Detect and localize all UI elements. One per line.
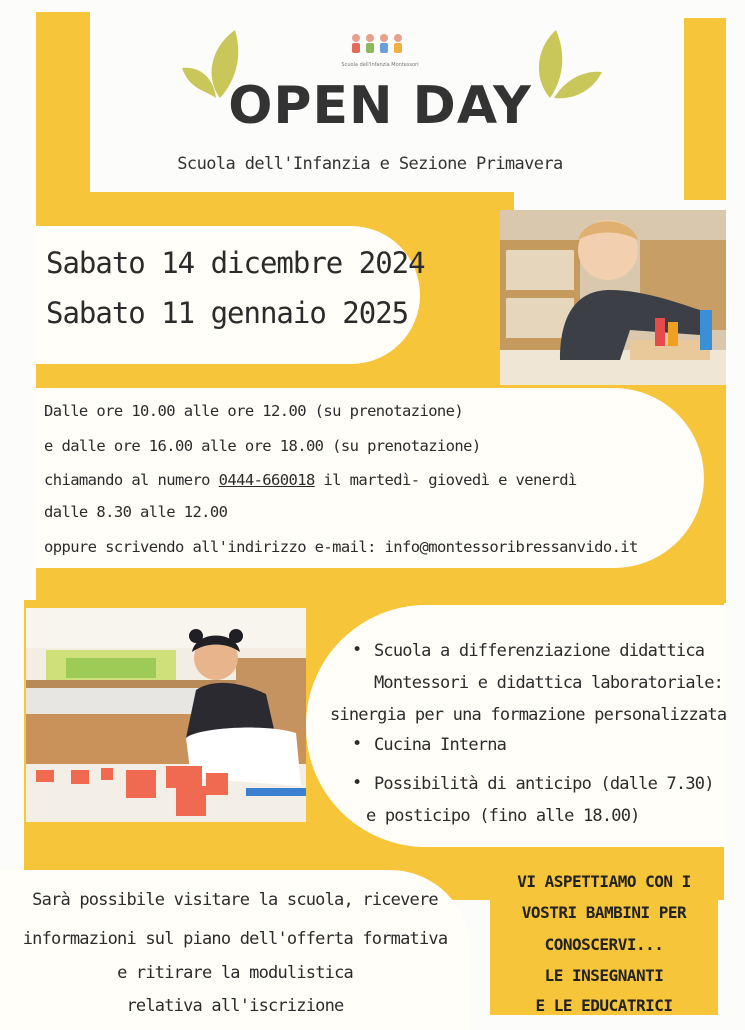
page-subtitle: Scuola dell'Infanzia e Sezione Primavera xyxy=(177,154,563,174)
booking-hours: dalle 8.30 alle 12.00 xyxy=(44,503,228,521)
email-prefix: oppure scrivendo all'indirizzo e-mail: xyxy=(44,538,385,556)
feature-bullet: • xyxy=(352,773,362,793)
feature-montessori-line2: Montessori e didattica laboratoriale: xyxy=(374,673,724,693)
cta-line3: CONOSCERVI... xyxy=(544,935,664,954)
booking-days: il martedì- giovedì e venerdì xyxy=(314,471,577,489)
feature-hours-line1: Possibilità di anticipo (dalle 7.30) xyxy=(374,774,714,794)
page-title: OPEN DAY xyxy=(228,76,532,136)
feature-montessori-line3: sinergia per una formazione personalizzata xyxy=(330,705,727,725)
booking-phone-line xyxy=(44,471,577,489)
cta-line2: VOSTRI BAMBINI PER xyxy=(521,903,687,922)
cta-line5: E LE EDUCATRICI xyxy=(535,996,673,1015)
email-line xyxy=(44,538,638,556)
phone-number[interactable]: 0444-660018 xyxy=(218,471,315,489)
decor-bar-left xyxy=(36,12,90,217)
decor-bar-right xyxy=(684,18,726,200)
hours-morning: Dalle ore 10.00 alle ore 12.00 (su prenotazione) xyxy=(44,402,464,420)
feature-kitchen: Cucina Interna xyxy=(374,735,507,755)
photo-girl-with-blocks xyxy=(26,608,306,822)
hours-afternoon: e dalle ore 16.00 alle ore 18.00 (su prenotazione) xyxy=(44,437,481,455)
feature-bullet: • xyxy=(352,734,362,754)
logo-caption: Scuola dell'Infanzia Montessori xyxy=(341,62,419,68)
cta-line4: LE INSEGNANTI xyxy=(544,966,664,985)
visit-text-line3: e ritirare la modulistica xyxy=(117,963,353,983)
open-day-date-2: Sabato 11 gennaio 2025 xyxy=(46,296,409,330)
feature-hours-line2: e posticipo (fino alle 18.00) xyxy=(366,806,640,826)
cta-line1: VI ASPETTIAMO CON I xyxy=(517,872,691,891)
visit-text-line4: relativa all'iscrizione xyxy=(126,996,344,1016)
feature-bullet: • xyxy=(352,640,362,660)
visit-text-line1: Sarà possibile visitare la scuola, ricevere xyxy=(32,890,438,910)
photo-child-playing xyxy=(500,210,726,388)
visit-text-line2: informazioni sul piano dell'offerta formativa xyxy=(22,929,448,949)
booking-phone-prefix: chiamando al numero xyxy=(44,471,219,489)
open-day-date-1: Sabato 14 dicembre 2024 xyxy=(46,246,425,280)
email-address[interactable]: info@montessoribressanvido.it xyxy=(384,538,638,556)
feature-montessori-line1: Scuola a differenziazione didattica xyxy=(374,641,705,661)
